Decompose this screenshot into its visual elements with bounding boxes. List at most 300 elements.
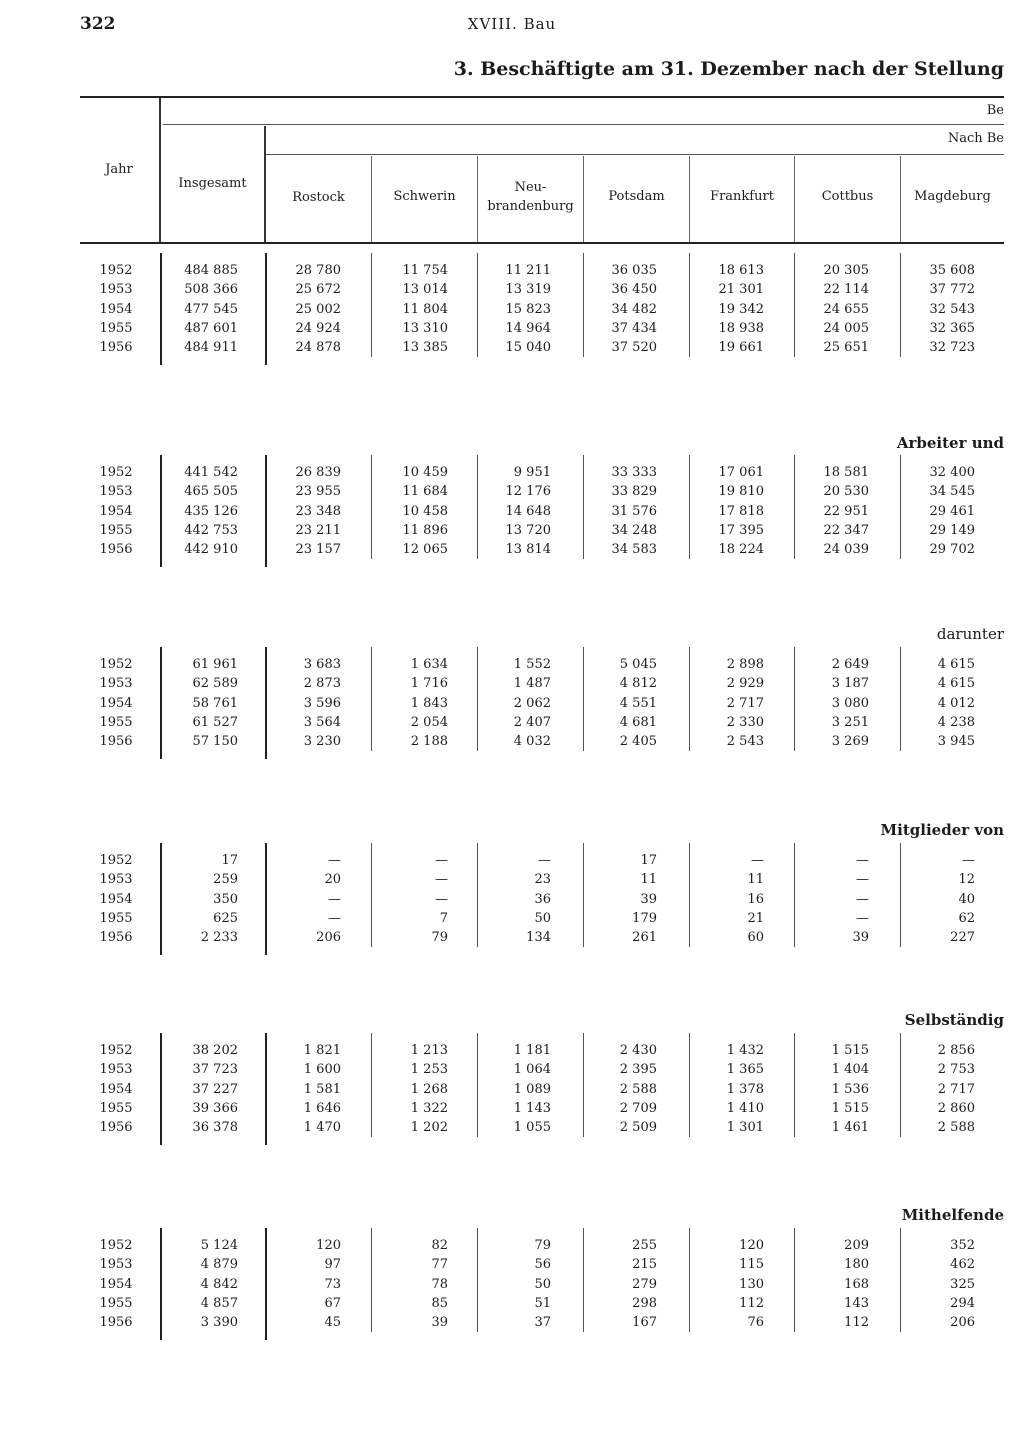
table-cell: 2 898 — [726, 657, 764, 672]
table-cell: 2 717 — [726, 695, 764, 711]
column-divider — [160, 647, 162, 759]
table-cell: 3 945 — [937, 734, 975, 750]
table-cell: 298 — [632, 1295, 657, 1311]
table-cell: 227 — [950, 930, 975, 946]
table-cell: 32 365 — [929, 320, 975, 336]
table-cell: 1 253 — [410, 1062, 448, 1078]
table-cell: 50 — [534, 1276, 551, 1292]
year-cell: 1955 — [99, 1295, 133, 1311]
table-cell: 1 404 — [831, 1062, 869, 1078]
table-cell: 11 896 — [402, 522, 448, 538]
column-rostock — [266, 463, 341, 559]
table-cell: 29 702 — [929, 542, 975, 558]
table-cell: 4 615 — [937, 676, 975, 692]
table-cell: 1 536 — [831, 1081, 869, 1097]
year-column — [86, 463, 146, 559]
table-cell: 21 — [747, 910, 764, 926]
table-cell: 1 552 — [513, 657, 551, 672]
table-cell: 2 588 — [619, 1081, 657, 1097]
table-cell: 1 365 — [726, 1062, 764, 1078]
table-cell: 12 065 — [402, 542, 448, 558]
table-cell: 32 400 — [929, 465, 975, 480]
year-cell: 1956 — [99, 1120, 133, 1136]
section-title: Arbeiter und — [896, 434, 1004, 452]
table-cell: 34 583 — [611, 542, 657, 558]
table-cell: — — [538, 853, 551, 868]
column-frankfurt — [690, 1236, 764, 1332]
table-cell: 1 634 — [410, 657, 448, 672]
table-cell: 11 754 — [402, 263, 448, 278]
table-cell: 25 672 — [295, 282, 341, 298]
year-cell: 1952 — [99, 1238, 133, 1253]
table-cell: 1 410 — [726, 1100, 764, 1116]
table-cell: 39 — [640, 891, 657, 907]
table-cell: 13 814 — [505, 542, 551, 558]
table-cell: 67 — [324, 1295, 341, 1311]
year-cell: 1953 — [99, 872, 133, 888]
table-cell: 3 251 — [831, 714, 869, 730]
table-cell: 23 348 — [295, 503, 341, 519]
column-header-potsdam: Potsdam — [608, 189, 665, 204]
column-insgesamt — [163, 655, 238, 751]
table-cell: 15 823 — [505, 301, 551, 317]
table-cell: 209 — [844, 1238, 869, 1253]
table-cell: 11 211 — [505, 263, 551, 278]
column-divider — [160, 253, 162, 365]
year-cell: 1956 — [99, 340, 133, 356]
table-cell: 3 269 — [831, 734, 869, 750]
table-cell: — — [328, 910, 341, 926]
table-cell: 4 551 — [619, 695, 657, 711]
table-cell: 13 319 — [505, 282, 551, 298]
table-cell: 18 938 — [718, 320, 764, 336]
table-cell: 82 — [431, 1238, 448, 1253]
table-cell: 115 — [739, 1257, 764, 1273]
table-cell: 34 545 — [929, 484, 975, 500]
table-cell: 36 — [534, 891, 551, 907]
column-magdeburg — [901, 1041, 975, 1137]
table-cell: 24 005 — [823, 320, 869, 336]
table-cell: 45 — [324, 1315, 341, 1331]
table-cell: 2 588 — [937, 1120, 975, 1136]
table-cell: 3 230 — [303, 734, 341, 750]
table-cell: — — [856, 891, 869, 907]
column-potsdam — [584, 655, 657, 751]
table-cell: 1 064 — [513, 1062, 551, 1078]
table-cell: 1 843 — [410, 695, 448, 711]
table-cell: 18 613 — [718, 263, 764, 278]
table-cell: 37 434 — [611, 320, 657, 336]
column-cottbus — [795, 261, 869, 357]
column-divider — [160, 1228, 162, 1340]
table-cell: 62 589 — [192, 676, 238, 692]
table-cell: 2 543 — [726, 734, 764, 750]
column-frankfurt — [690, 1041, 764, 1137]
column-frankfurt — [690, 261, 764, 357]
column-divider — [160, 1033, 162, 1145]
column-divider — [160, 843, 162, 955]
year-cell: 1952 — [99, 263, 133, 278]
column-schwerin — [372, 1236, 448, 1332]
column-neubrandenburg — [478, 655, 551, 751]
table-cell: 465 505 — [184, 484, 238, 500]
table-cell: 29 149 — [929, 522, 975, 538]
table-cell: 279 — [632, 1276, 657, 1292]
table-cell: 37 — [534, 1315, 551, 1331]
table-cell: 17 — [221, 853, 238, 868]
table-cell: 180 — [844, 1257, 869, 1273]
table-cell: — — [962, 853, 975, 868]
year-cell: 1954 — [99, 891, 133, 907]
table-cell: 76 — [747, 1315, 764, 1331]
table-cell: 40 — [958, 891, 975, 907]
table-cell: 79 — [431, 930, 448, 946]
column-cottbus — [795, 463, 869, 559]
table-cell: 13 014 — [402, 282, 448, 298]
column-insgesamt — [163, 463, 238, 559]
subgroup-rule — [266, 154, 1004, 155]
table-cell: 2 330 — [726, 714, 764, 730]
section-title: Selbständig — [904, 1011, 1004, 1029]
table-cell: 2 717 — [937, 1081, 975, 1097]
table-cell: 39 — [852, 930, 869, 946]
table-cell: 1 461 — [831, 1120, 869, 1136]
table-cell: 2 054 — [410, 714, 448, 730]
year-column — [86, 1236, 146, 1332]
year-cell: 1954 — [99, 1276, 133, 1292]
table-cell: 14 964 — [505, 320, 551, 336]
year-cell: 1952 — [99, 1043, 133, 1058]
table-cell: 2 405 — [619, 734, 657, 750]
table-cell: 1 322 — [410, 1100, 448, 1116]
table-cell: 19 661 — [718, 340, 764, 356]
table-cell: 22 951 — [823, 503, 869, 519]
table-cell: 134 — [526, 930, 551, 946]
table-cell: 7 — [439, 910, 448, 926]
table-cell: 9 951 — [513, 465, 551, 480]
year-cell: 1953 — [99, 676, 133, 692]
table-cell: 484 885 — [184, 263, 238, 278]
column-schwerin — [372, 655, 448, 751]
table-cell: 2 649 — [831, 657, 869, 672]
table-cell: 24 878 — [295, 340, 341, 356]
table-cell: 1 821 — [303, 1043, 341, 1058]
table-cell: — — [435, 853, 448, 868]
table-cell: 350 — [213, 891, 238, 907]
table-cell: 21 301 — [718, 282, 764, 298]
year-cell: 1955 — [99, 714, 133, 730]
table-cell: 78 — [431, 1276, 448, 1292]
table-cell: 51 — [534, 1295, 551, 1311]
table-cell: 4 842 — [200, 1276, 238, 1292]
table-cell: 12 — [958, 872, 975, 888]
table-cell: 1 581 — [303, 1081, 341, 1097]
column-frankfurt — [690, 851, 764, 947]
table-cell: 1 143 — [513, 1100, 551, 1116]
table-cell: 1 202 — [410, 1120, 448, 1136]
table-cell: 24 924 — [295, 320, 341, 336]
table-cell: — — [856, 853, 869, 868]
column-divider — [160, 455, 162, 567]
table-cell: 17 395 — [718, 522, 764, 538]
table-cell: 79 — [534, 1238, 551, 1253]
column-rostock — [266, 1041, 341, 1137]
table-cell: 56 — [534, 1257, 551, 1273]
year-cell: 1954 — [99, 695, 133, 711]
table-cell: 16 — [747, 891, 764, 907]
table-cell: 18 581 — [823, 465, 869, 480]
table-cell: 2 873 — [303, 676, 341, 692]
table-cell: 206 — [316, 930, 341, 946]
table-cell: 625 — [213, 910, 238, 926]
table-cell: 12 176 — [505, 484, 551, 500]
column-potsdam — [584, 851, 657, 947]
column-rostock — [266, 1236, 341, 1332]
column-header-neubrandenburg: Neu- brandenburg — [487, 180, 574, 214]
table-cell: — — [435, 872, 448, 888]
table-cell: 37 520 — [611, 340, 657, 356]
table-cell: 35 608 — [929, 263, 975, 278]
table-cell: 2 233 — [200, 930, 238, 946]
table-cell: 85 — [431, 1295, 448, 1311]
table-cell: 294 — [950, 1295, 975, 1311]
table-cell: — — [856, 910, 869, 926]
table-cell: 4 681 — [619, 714, 657, 730]
table-cell: 206 — [950, 1315, 975, 1331]
table-title: 3. Beschäftigte am 31. Dezember nach der Stellung — [453, 58, 1004, 80]
table-cell: 28 780 — [295, 263, 341, 278]
column-schwerin — [372, 851, 448, 947]
table-cell: 50 — [534, 910, 551, 926]
table-cell: 167 — [632, 1315, 657, 1331]
column-magdeburg — [901, 261, 975, 357]
table-cell: — — [328, 891, 341, 907]
table-cell: 57 150 — [192, 734, 238, 750]
table-cell: 215 — [632, 1257, 657, 1273]
year-cell: 1955 — [99, 522, 133, 538]
table-cell: 1 213 — [410, 1043, 448, 1058]
table-cell: 352 — [950, 1238, 975, 1253]
column-magdeburg — [901, 655, 975, 751]
year-cell: 1953 — [99, 1257, 133, 1273]
table-cell: 77 — [431, 1257, 448, 1273]
table-cell: 29 461 — [929, 503, 975, 519]
table-cell: 23 157 — [295, 542, 341, 558]
column-insgesamt — [163, 261, 238, 357]
table-cell: 14 648 — [505, 503, 551, 519]
table-cell: 1 432 — [726, 1043, 764, 1058]
column-cottbus — [795, 655, 869, 751]
column-cottbus — [795, 851, 869, 947]
table-cell: 36 378 — [192, 1120, 238, 1136]
table-cell: 112 — [844, 1315, 869, 1331]
table-cell: 61 527 — [192, 714, 238, 730]
column-header-cottbus: Cottbus — [821, 189, 874, 204]
table-cell: 26 839 — [295, 465, 341, 480]
table-cell: 2 407 — [513, 714, 551, 730]
table-cell: 143 — [844, 1295, 869, 1311]
table-cell: 442 753 — [184, 522, 238, 538]
table-cell: 19 342 — [718, 301, 764, 317]
column-header-jahr: Jahr — [105, 162, 133, 177]
table-cell: 3 596 — [303, 695, 341, 711]
table-cell: 24 039 — [823, 542, 869, 558]
table-cell: 2 929 — [726, 676, 764, 692]
column-potsdam — [584, 261, 657, 357]
table-cell: 5 124 — [200, 1238, 238, 1253]
table-cell: 2 509 — [619, 1120, 657, 1136]
table-cell: 2 860 — [937, 1100, 975, 1116]
year-column — [86, 1041, 146, 1137]
table-cell: 11 — [640, 872, 657, 888]
table-cell: 23 955 — [295, 484, 341, 500]
table-cell: 15 040 — [505, 340, 551, 356]
table-cell: 1 055 — [513, 1120, 551, 1136]
table-cell: 25 002 — [295, 301, 341, 317]
table-cell: 255 — [632, 1238, 657, 1253]
header-bottom-rule — [80, 242, 1004, 244]
header-divider-jahr — [159, 98, 161, 242]
subgroup-header: Nach Be — [947, 131, 1004, 146]
year-cell: 1955 — [99, 1100, 133, 1116]
column-neubrandenburg — [478, 463, 551, 559]
table-cell: 20 530 — [823, 484, 869, 500]
table-cell: 1 470 — [303, 1120, 341, 1136]
table-cell: 4 879 — [200, 1257, 238, 1273]
table-cell: 2 188 — [410, 734, 448, 750]
table-cell: 23 — [534, 872, 551, 888]
table-cell: 20 305 — [823, 263, 869, 278]
table-cell: 1 515 — [831, 1100, 869, 1116]
table-cell: 112 — [739, 1295, 764, 1311]
year-cell: 1952 — [99, 465, 133, 480]
header-divider-insgesamt — [264, 126, 266, 242]
table-cell: 22 347 — [823, 522, 869, 538]
table-cell: 13 310 — [402, 320, 448, 336]
table-cell: 3 390 — [200, 1315, 238, 1331]
section-title: Mitglieder von — [880, 821, 1004, 839]
column-rostock — [266, 261, 341, 357]
table-cell: 33 829 — [611, 484, 657, 500]
table-cell: 38 202 — [192, 1043, 238, 1058]
table-cell: 13 385 — [402, 340, 448, 356]
table-cell: 2 709 — [619, 1100, 657, 1116]
table-cell: 11 — [747, 872, 764, 888]
year-cell: 1953 — [99, 282, 133, 298]
table-cell: 17 061 — [718, 465, 764, 480]
year-cell: 1954 — [99, 503, 133, 519]
table-cell: 1 181 — [513, 1043, 551, 1058]
table-cell: 18 224 — [718, 542, 764, 558]
column-cottbus — [795, 1236, 869, 1332]
column-cottbus — [795, 1041, 869, 1137]
table-cell: 1 646 — [303, 1100, 341, 1116]
column-schwerin — [372, 463, 448, 559]
table-cell: 179 — [632, 910, 657, 926]
table-cell: 39 366 — [192, 1100, 238, 1116]
table-cell: 325 — [950, 1276, 975, 1292]
table-cell: 2 856 — [937, 1043, 975, 1058]
table-cell: 10 458 — [402, 503, 448, 519]
table-cell: 34 248 — [611, 522, 657, 538]
table-cell: 3 564 — [303, 714, 341, 730]
table-cell: 58 761 — [192, 695, 238, 711]
table-cell: 17 — [640, 853, 657, 868]
table-cell: 39 — [431, 1315, 448, 1331]
column-schwerin — [372, 261, 448, 357]
column-neubrandenburg — [478, 1041, 551, 1137]
table-cell: 61 961 — [192, 657, 238, 672]
table-cell: 10 459 — [402, 465, 448, 480]
table-cell: 36 035 — [611, 263, 657, 278]
table-cell: 4 812 — [619, 676, 657, 692]
year-column — [86, 851, 146, 947]
table-cell: 4 238 — [937, 714, 975, 730]
group-header: Be — [986, 103, 1004, 118]
table-cell: 24 655 — [823, 301, 869, 317]
table-cell: 97 — [324, 1257, 341, 1273]
table-cell: 60 — [747, 930, 764, 946]
table-cell: 1 378 — [726, 1081, 764, 1097]
year-cell: 1956 — [99, 542, 133, 558]
table-cell: 13 720 — [505, 522, 551, 538]
column-insgesamt — [163, 1236, 238, 1332]
table-cell: 1 301 — [726, 1120, 764, 1136]
table-cell: 62 — [958, 910, 975, 926]
top-rule — [80, 96, 1004, 98]
year-cell: 1953 — [99, 484, 133, 500]
table-cell: 37 723 — [192, 1062, 238, 1078]
table-cell: 25 651 — [823, 340, 869, 356]
table-cell: — — [328, 853, 341, 868]
table-cell: 1 716 — [410, 676, 448, 692]
column-header-insgesamt: Insgesamt — [178, 176, 247, 191]
table-cell: 11 804 — [402, 301, 448, 317]
table-cell: 120 — [316, 1238, 341, 1253]
year-cell: 1956 — [99, 734, 133, 750]
column-magdeburg — [901, 463, 975, 559]
table-cell: 3 080 — [831, 695, 869, 711]
table-cell: 36 450 — [611, 282, 657, 298]
column-potsdam — [584, 1236, 657, 1332]
column-neubrandenburg — [478, 261, 551, 357]
table-cell: 3 683 — [303, 657, 341, 672]
table-cell: 23 211 — [295, 522, 341, 538]
table-cell: 2 430 — [619, 1043, 657, 1058]
table-cell: 11 684 — [402, 484, 448, 500]
column-header-schwerin: Schwerin — [393, 189, 456, 204]
year-cell: 1956 — [99, 1315, 133, 1331]
year-column — [86, 261, 146, 357]
column-neubrandenburg — [478, 851, 551, 947]
table-cell: 32 723 — [929, 340, 975, 356]
table-cell: 2 062 — [513, 695, 551, 711]
table-cell: 1 487 — [513, 676, 551, 692]
table-cell: 4 032 — [513, 734, 551, 750]
column-neubrandenburg — [478, 1236, 551, 1332]
table-cell: 34 482 — [611, 301, 657, 317]
year-cell: 1952 — [99, 657, 133, 672]
column-header-rostock: Rostock — [292, 190, 345, 205]
table-cell: 4 615 — [937, 657, 975, 672]
table-cell: 31 576 — [611, 503, 657, 519]
table-cell: 22 114 — [823, 282, 869, 298]
table-cell: 2 753 — [937, 1062, 975, 1078]
column-schwerin — [372, 1041, 448, 1137]
table-cell: 4 857 — [200, 1295, 238, 1311]
table-cell: 73 — [324, 1276, 341, 1292]
table-cell: 484 911 — [184, 340, 238, 356]
